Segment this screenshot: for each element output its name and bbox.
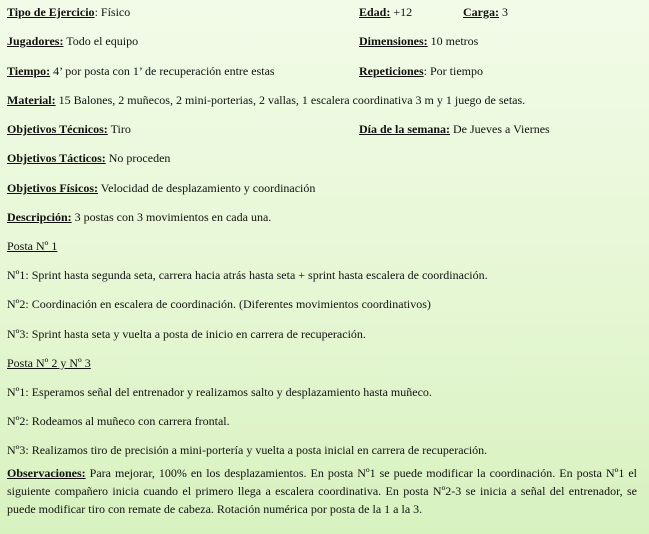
material-value: 15 Balones, 2 muñecos, 2 mini-porterias, 2 vallas, 1 escalera coordinativa 3 m y 1 juego de setas. (58, 93, 526, 107)
tiempo-row (7, 64, 275, 79)
edad-field (359, 5, 412, 20)
material-row (7, 93, 525, 108)
tipo-label: Tipo de Ejercicio (7, 5, 95, 19)
obj-tecnicos-label: Objetivos Técnicos: (7, 122, 108, 136)
dimensiones-field (359, 34, 478, 49)
posta1-item: Nº1: Sprint hasta segunda seta, carrera hacia atrás hasta seta + sprint hasta escalera de coordinación. (7, 268, 488, 282)
dia-label: Día de la semana: (359, 122, 450, 136)
material-label: Material: (7, 93, 56, 107)
jugadores-row (7, 34, 138, 49)
posta2-item: Nº1: Esperamos señal del entrenador y realizamos salto y desplazamiento hasta muñeco. (7, 385, 432, 399)
dia-value: De Jueves a Viernes (453, 122, 550, 136)
posta1-title: Posta Nº 1 (7, 239, 58, 253)
obj-tecnicos-row (7, 122, 131, 137)
jugadores-label: Jugadores: (7, 34, 64, 48)
posta2-item: Nº2: Rodeamos al muñeco con carrera frontal. (7, 414, 230, 428)
descripcion-value: 3 postas con 3 movimientos en cada una. (74, 210, 272, 224)
obj-fisicos-value: Velocidad de desplazamiento y coordinación (100, 181, 316, 195)
posta1-item: Nº2: Coordinación en escalera de coordinación. (Diferentes movimientos coordinativos) (7, 297, 431, 311)
obj-fisicos-label: Objetivos Físicos: (7, 181, 98, 195)
tiempo-label: Tiempo: (7, 64, 51, 78)
descripcion-row (7, 210, 271, 225)
repeticiones-field: Repeticiones: Por tiempo (359, 64, 483, 78)
carga-field (463, 5, 508, 20)
posta2-title: Posta Nº 2 y Nº 3 (7, 356, 91, 370)
tiempo-value: 4’ por posta con 1’ de recuperación entre estas (53, 64, 275, 78)
posta2-item: Nº3: Realizamos tiro de precisión a mini-portería y vuelta a posta inicial en carrera de recuperación. (7, 443, 488, 457)
descripcion-label: Descripción: (7, 210, 72, 224)
tipo-value: Físico (100, 5, 131, 19)
tipo-row: Tipo de Ejercicio: Físico (7, 5, 131, 19)
edad-value: +12 (393, 5, 413, 19)
repeticiones-value: Por tiempo (430, 64, 483, 78)
obj-tacticos-label: Objetivos Tácticos: (7, 151, 106, 165)
dia-field (359, 122, 550, 137)
carga-value: 3 (502, 5, 508, 19)
observaciones-label: Observaciones: (7, 466, 86, 480)
obj-tacticos-value: No proceden (108, 151, 171, 165)
posta1-item: Nº3: Sprint hasta seta y vuelta a posta de inicio en carrera de recuperación. (7, 327, 366, 341)
obj-tecnicos-value: Tiro (110, 122, 131, 136)
repeticiones-label: Repeticiones (359, 64, 424, 78)
edad-label: Edad: (359, 5, 391, 19)
jugadores-value: Todo el equipo (66, 34, 139, 48)
dimensiones-label: Dimensiones: (359, 34, 428, 48)
obj-tacticos-row (7, 151, 170, 166)
dimensiones-value: 10 metros (430, 34, 479, 48)
obj-fisicos-row (7, 181, 315, 196)
carga-label: Carga: (463, 5, 499, 19)
observaciones-block (7, 464, 637, 518)
observaciones-text: Para mejorar, 100% en los desplazamientos. En posta Nº1 se puede modificar la coordinación. En posta Nº1 el siguiente compañero inicia cuando el primero llega a escalera coordinativa. En posta Nº2-3 se inicia a señal del entrenador, se puede modificar tiro con remate de cabeza. Rotación numérica por posta de la 1 a la 3. (7, 466, 638, 516)
